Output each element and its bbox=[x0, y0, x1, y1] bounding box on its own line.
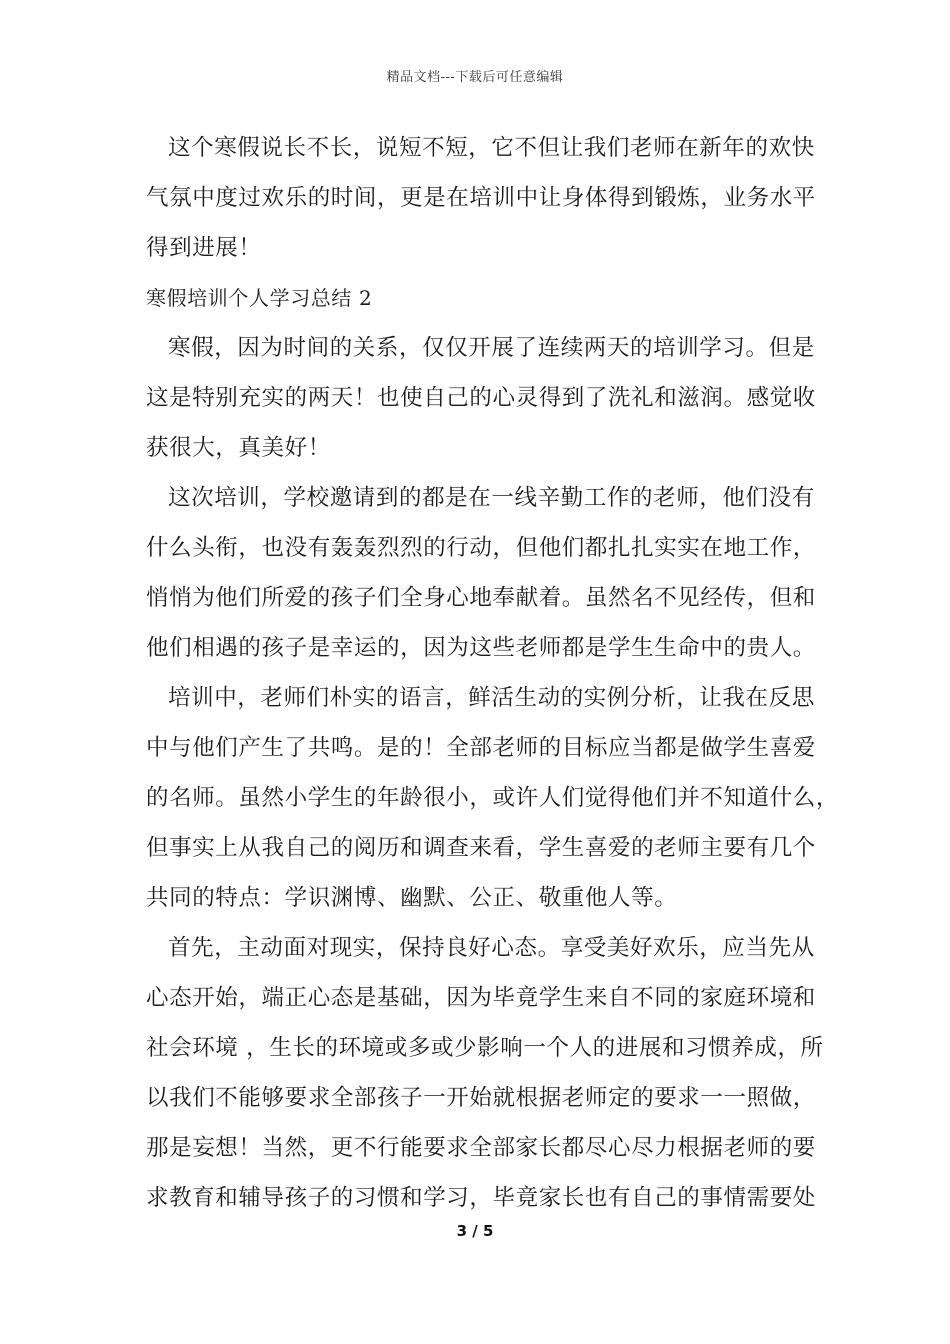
paragraph-line: 这个寒假说长不长，说短不短，它不但让我们老师在新年的欢快 bbox=[168, 135, 815, 161]
paragraph-line: 但事实上从我自己的阅历和调查来看，学生喜爱的老师主要有几个 bbox=[146, 835, 816, 861]
paragraph-line: 气氛中度过欢乐的时间，更是在培训中让身体得到锻炼，业务水平 bbox=[146, 185, 816, 211]
paragraph-line: 社会环境 ，生长的环境或多或少影响一个人的进展和习惯养成，所 bbox=[146, 1035, 824, 1061]
paragraph-line: 培训中，老师们朴实的语言，鲜活生动的实例分析，让我在反思 bbox=[168, 685, 815, 711]
page-header: 精品文档---下载后可任意编辑 bbox=[386, 70, 564, 85]
paragraph-line: 心态开始，端正心态是基础，因为毕竟学生来自不同的家庭环境和 bbox=[146, 985, 816, 1011]
paragraph-line: 以我们不能够要求全部孩子一开始就根据老师定的要求一一照做， bbox=[146, 1085, 816, 1111]
paragraph-line: 悄悄为他们所爱的孩子们全身心地奉献着。虽然名不见经传，但和 bbox=[146, 585, 816, 611]
paragraph-line: 什么头衔，也没有轰轰烈烈的行动，但他们都扎扎实实在地工作， bbox=[146, 535, 816, 561]
paragraph-line: 寒假，因为时间的关系，仅仅开展了连续两天的培训学习。但是 bbox=[168, 335, 815, 361]
paragraph-line: 首先，主动面对现实，保持良好心态。享受美好欢乐，应当先从 bbox=[168, 935, 815, 961]
paragraph-line: 这是特别充实的两天！也使自己的心灵得到了洗礼和滋润。感觉收 bbox=[146, 385, 816, 411]
paragraph-line: 获很大，真美好！ bbox=[146, 435, 331, 461]
paragraph-line: 那是妄想！当然，更不行能要求全部家长都尽心尽力根据老师的要 bbox=[146, 1135, 816, 1161]
paragraph-line: 他们相遇的孩子是幸运的，因为这些老师都是学生生命中的贵人。 bbox=[146, 635, 816, 661]
paragraph-line: 得到进展！ bbox=[146, 235, 262, 261]
paragraph-line: 的名师。虽然小学生的年龄很小，或许人们觉得他们并不知道什么， bbox=[146, 785, 840, 811]
document-body bbox=[146, 127, 840, 1227]
paragraph-line: 中与他们产生了共鸣。是的！全部老师的目标应当都是做学生喜爱 bbox=[146, 735, 816, 761]
paragraph-line: 这次培训，学校邀请到的都是在一线辛勤工作的老师，他们没有 bbox=[168, 485, 815, 511]
page-number: 3 / 5 bbox=[456, 1222, 494, 1240]
paragraph-line: 求教育和辅导孩子的习惯和学习，毕竟家长也有自己的事情需要处 bbox=[146, 1185, 816, 1211]
section-heading: 寒假培训个人学习总结 2 bbox=[146, 286, 373, 310]
paragraph-line: 共同的特点：学识渊博、幽默、公正、敬重他人等。 bbox=[146, 885, 678, 911]
